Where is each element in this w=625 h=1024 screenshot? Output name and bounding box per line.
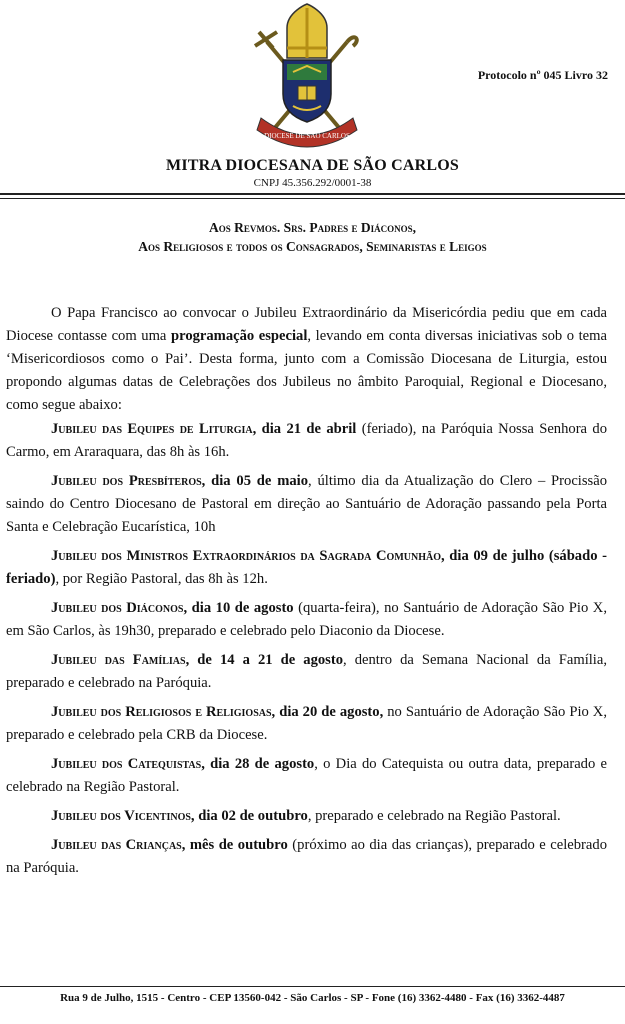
salutation-line-1: Aos Revmos. Srs. Padres e Diáconos, <box>208 220 417 235</box>
intro-paragraph: O Papa Francisco ao convocar o Jubileu Extraordinário da Misericórdia pediu que em cada Diocese contasse com uma programação especial, levando em conta diversas iniciativas sob o tema ‘Misericordiosos como o Pai’. Desta forma, junto com a Comissão Diocesana de Liturgia, estou propondo algumas datas de Celebrações dos Jubileus no âmbito Paroquial, Regional e Diocesano, como segue abaixo: <box>6 305 607 413</box>
letter-body <box>6 302 607 886</box>
jubilee-item: Jubileu das Famílias, de 14 a 21 de agosto, dentro da Semana Nacional da Família, preparado e celebrado na Paróquia. <box>6 652 607 691</box>
protocol-number: Protocolo nº 045 Livro 32 <box>477 68 608 82</box>
header-divider <box>0 193 625 195</box>
jubilee-item: Jubileu dos Ministros Extraordinários da Sagrada Comunhão, dia 09 de julho (sábado - feriado), por Região Pastoral, das 8h às 12h. <box>6 548 607 587</box>
jubilee-item: Jubileu das Equipes de Liturgia, dia 21 de abril (feriado), na Paróquia Nossa Senhora do Carmo, em Araraquara, das 8h às 16h. <box>6 421 607 460</box>
salutation <box>0 218 625 256</box>
footer-address: Rua 9 de Julho, 1515 - Centro - CEP 13560-042 - São Carlos - SP - Fone (16) 3362-4480 - Fax (16) 3362-4487 <box>60 992 565 1004</box>
jubilee-item: Jubileu dos Vicentinos, dia 02 de outubro, preparado e celebrado na Região Pastoral. <box>51 808 561 824</box>
organization-name: MITRA DIOCESANA DE SÃO CARLOS <box>166 157 459 174</box>
jubilee-item: Jubileu das Crianças, mês de outubro (próximo ao dia das crianças), preparado e celebrado na Paróquia. <box>6 837 607 876</box>
cnpj-number: CNPJ 45.356.292/0001-38 <box>253 177 372 189</box>
jubilee-item: Jubileu dos Presbíteros, dia 05 de maio, último dia da Atualização do Clero – Procissão saindo do Centro Diocesano de Pastoral em direção ao Santuário de Adoração passando pela Porta Santa e Celebração Eucarística, 10h <box>6 473 607 535</box>
jubilee-item: Jubileu dos Catequistas, dia 28 de agosto, o Dia do Catequista ou outra data, preparado e celebrado na Região Pastoral. <box>6 756 607 795</box>
footer-divider <box>0 986 625 987</box>
jubilee-item: Jubileu dos Diáconos, dia 10 de agosto (quarta-feira), no Santuário de Adoração São Pio X, em São Carlos, às 19h30, preparado e celebrado pelo Diaconio da Diocese. <box>6 600 607 639</box>
crest-ribbon-text: DIOCESE DE SÃO CARLOS <box>264 132 350 140</box>
salutation-line-2: Aos Religiosos e todos os Consagrados, Seminaristas e Leigos <box>138 239 487 254</box>
jubilee-item: Jubileu dos Religiosos e Religiosas, dia 20 de agosto, no Santuário de Adoração São Pio X, preparado e celebrado pela CRB da Diocese. <box>6 704 607 743</box>
header-divider-thin <box>0 198 625 199</box>
diocese-crest-icon <box>243 2 371 154</box>
